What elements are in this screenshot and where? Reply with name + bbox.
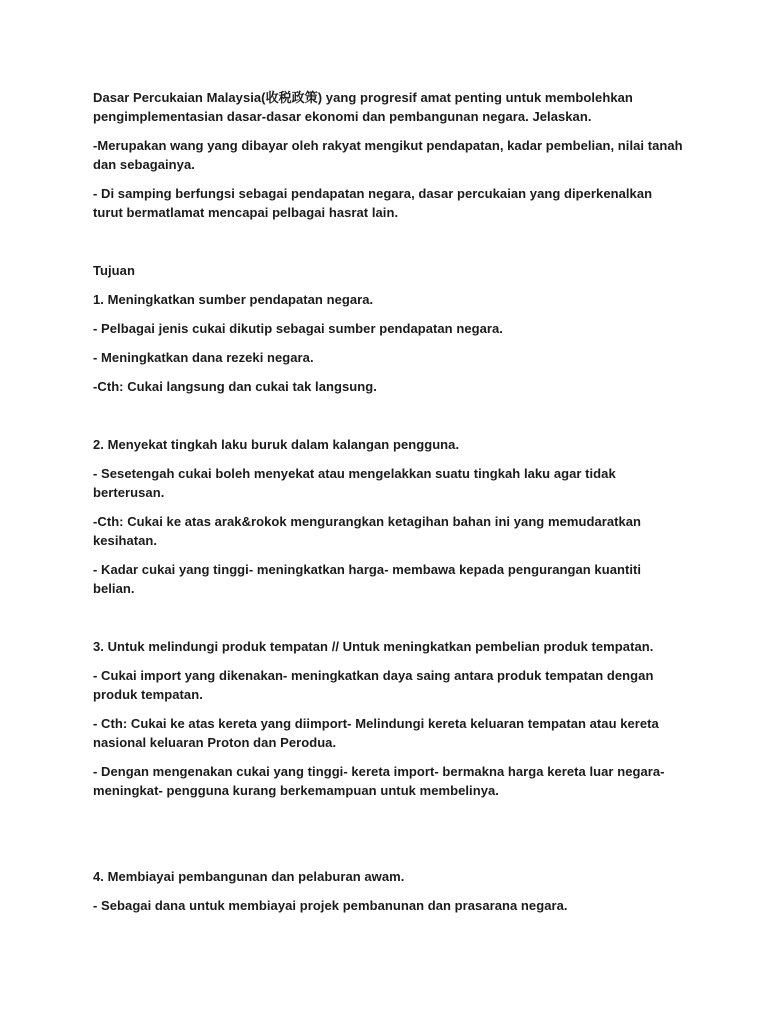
section-2-heading: 2. Menyekat tingkah laku buruk dalam kalangan pengguna. [93,437,460,452]
section-1-point-3: -Cth: Cukai langsung dan cukai tak langsung. [93,379,377,394]
intro-paragraph-1: -Merupakan wang yang dibayar oleh rakyat mengikut pendapatan, kadar pembelian, nilai tanah dan sebagainya. [93,138,683,172]
section-2-point-1: - Sesetengah cukai boleh menyekat atau mengelakkan suatu tingkah laku agar tidak berterusan. [93,466,616,500]
section-2-point-2: -Cth: Cukai ke atas arak&rokok mengurangkan ketagihan bahan ini yang memudaratkan kesihatan. [93,514,642,548]
section-4-heading: 4. Membiayai pembangunan dan pelaburan awam. [93,869,405,884]
section-2-point-3: - Kadar cukai yang tinggi- meningkatkan harga- membawa kepada pengurangan kuantiti belian. [93,562,642,596]
tujuan-heading: Tujuan [93,263,135,278]
section-1-point-1: - Pelbagai jenis cukai dikutip sebagai sumber pendapatan negara. [93,321,503,336]
section-1-heading: 1. Meningkatkan sumber pendapatan negara. [93,292,374,307]
section-3-point-3: - Dengan mengenakan cukai yang tinggi- kereta import- bermakna harga kereta luar negara- meningkat- pengguna kurang berkemampuan untuk membelinya. [93,764,665,798]
intro-paragraph-2: - Di samping berfungsi sebagai pendapatan negara, dasar percukaian yang diperkenalkan turut bermatlamat mencapai pelbagai hasrat lain. [93,186,653,220]
section-3-point-2: - Cth: Cukai ke atas kereta yang diimport- Melindungi kereta keluaran tempatan atau kereta nasional keluaran Proton dan Perodua. [93,716,659,750]
section-3-point-1: - Cukai import yang dikenakan- meningkatkan daya saing antara produk tempatan dengan produk tempatan. [93,668,654,702]
section-1-point-2: - Meningkatkan dana rezeki negara. [93,350,314,365]
question-paragraph: Dasar Percukaian Malaysia(收税政策) yang progresif amat penting untuk membolehkan pengimplementasian dasar-dasar ekonomi dan pembangunan negara. Jelaskan. [93,90,633,124]
section-4-point-1: - Sebagai dana untuk membiayai projek pembanunan dan prasarana negara. [93,898,568,913]
section-3-heading: 3. Untuk melindungi produk tempatan // Untuk meningkatkan pembelian produk tempatan. [93,639,654,654]
document-body [93,88,683,915]
